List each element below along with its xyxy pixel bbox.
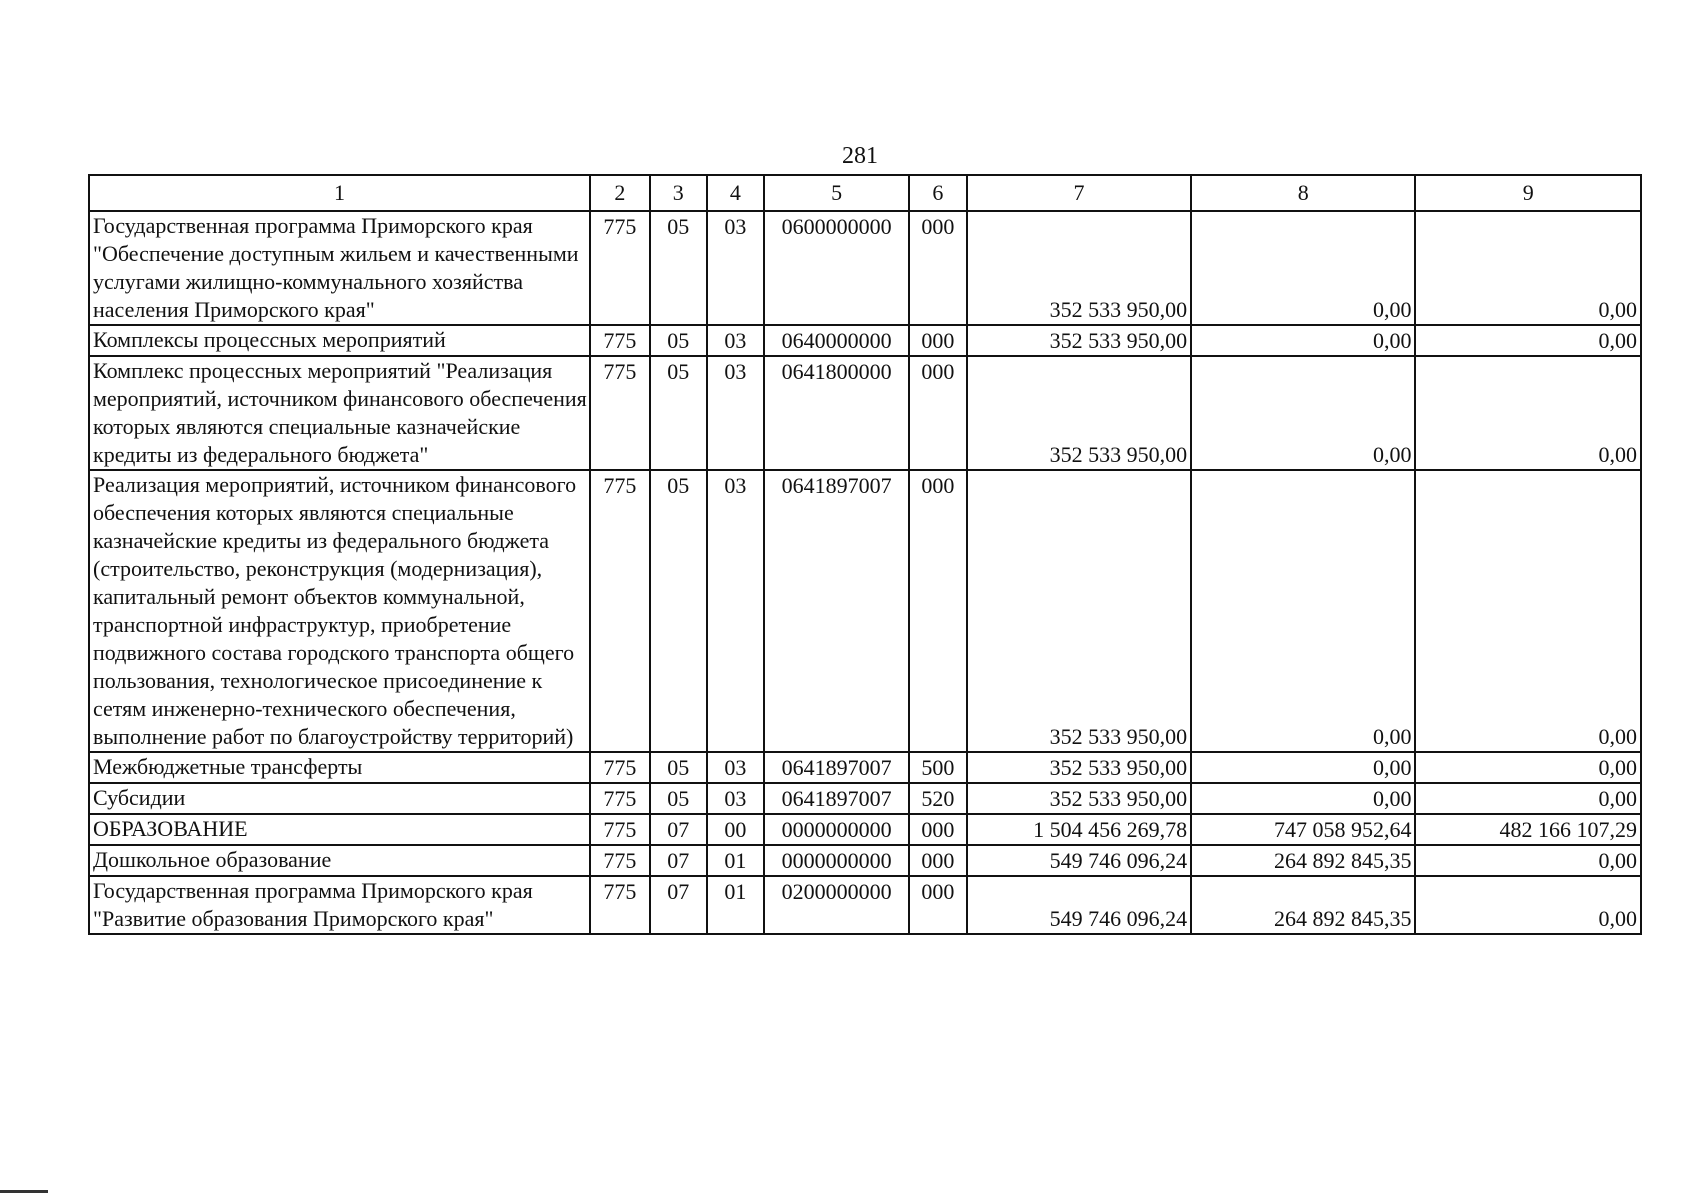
cell-code-3: 07 <box>650 876 707 934</box>
cell-amount-7: 549 746 096,24 <box>967 845 1191 876</box>
table-row <box>89 752 1641 783</box>
table-header-row <box>89 175 1641 211</box>
cell-code-2: 775 <box>590 845 650 876</box>
cell-code-2: 775 <box>590 470 650 752</box>
table-row <box>89 814 1641 845</box>
cell-code-2: 775 <box>590 752 650 783</box>
cell-code-6: 000 <box>909 325 967 356</box>
cell-code-3: 05 <box>650 211 707 325</box>
column-header: 5 <box>764 175 909 211</box>
cell-code-5: 0641800000 <box>764 356 909 470</box>
cell-code-6: 500 <box>909 752 967 783</box>
column-header: 6 <box>909 175 967 211</box>
cell-code-2: 775 <box>590 356 650 470</box>
cell-code-2: 775 <box>590 325 650 356</box>
cell-amount-7: 352 533 950,00 <box>967 470 1191 752</box>
cell-code-3: 05 <box>650 783 707 814</box>
cell-code-4: 00 <box>707 814 765 845</box>
cell-code-5: 0640000000 <box>764 325 909 356</box>
cell-amount-8: 0,00 <box>1191 211 1415 325</box>
cell-amount-8: 0,00 <box>1191 325 1415 356</box>
cell-code-4: 03 <box>707 211 765 325</box>
cell-code-6: 000 <box>909 470 967 752</box>
cell-code-4: 03 <box>707 470 765 752</box>
cell-code-4: 03 <box>707 783 765 814</box>
cell-code-5: 0641897007 <box>764 752 909 783</box>
cell-code-4: 03 <box>707 325 765 356</box>
cell-amount-8: 264 892 845,35 <box>1191 845 1415 876</box>
cell-code-3: 05 <box>650 752 707 783</box>
row-name: Реализация мероприятий, источником финансового обеспечения которых являются специальные казначейские кредиты из федерального бюджета (строительство, реконструкция (модернизация), капитальный ремонт объектов коммунальной, транспортной инфраструктур, приобретение подвижного состава городского транспорта общего пользования, технологическое присоединение к сетям инженерно-технического обеспечения, выполнение работ по благоустройству территорий) <box>89 470 590 752</box>
table-row <box>89 845 1641 876</box>
cell-amount-9: 0,00 <box>1415 845 1641 876</box>
row-name: Комплекс процессных мероприятий "Реализация мероприятий, источником финансового обеспечения которых являются специальные казначейские кредиты из федерального бюджета" <box>89 356 590 470</box>
cell-code-2: 775 <box>590 211 650 325</box>
cell-amount-8: 0,00 <box>1191 470 1415 752</box>
column-header: 8 <box>1191 175 1415 211</box>
cell-code-3: 05 <box>650 325 707 356</box>
row-name: Дошкольное образование <box>89 845 590 876</box>
cell-amount-8: 747 058 952,64 <box>1191 814 1415 845</box>
cell-code-6: 000 <box>909 814 967 845</box>
cell-code-6: 000 <box>909 876 967 934</box>
cell-amount-9: 482 166 107,29 <box>1415 814 1641 845</box>
cell-amount-9: 0,00 <box>1415 211 1641 325</box>
cell-code-2: 775 <box>590 814 650 845</box>
cell-code-5: 0200000000 <box>764 876 909 934</box>
table-row <box>89 470 1641 752</box>
table-row <box>89 211 1641 325</box>
cell-amount-7: 352 533 950,00 <box>967 325 1191 356</box>
row-name: Государственная программа Приморского края "Обеспечение доступным жильем и качественными услугами жилищно-коммунального хозяйства населения Приморского края" <box>89 211 590 325</box>
column-header: 7 <box>967 175 1191 211</box>
cell-code-6: 000 <box>909 211 967 325</box>
table-row <box>89 783 1641 814</box>
cell-code-5: 0641897007 <box>764 783 909 814</box>
cell-code-4: 01 <box>707 876 765 934</box>
cell-amount-8: 0,00 <box>1191 356 1415 470</box>
cell-code-6: 520 <box>909 783 967 814</box>
cell-code-5: 0641897007 <box>764 470 909 752</box>
column-header: 2 <box>590 175 650 211</box>
row-name: Межбюджетные трансферты <box>89 752 590 783</box>
cell-code-3: 07 <box>650 814 707 845</box>
cell-code-4: 03 <box>707 752 765 783</box>
page-number: 281 <box>842 143 878 169</box>
cell-code-3: 05 <box>650 356 707 470</box>
row-name: ОБРАЗОВАНИЕ <box>89 814 590 845</box>
row-name: Субсидии <box>89 783 590 814</box>
column-header: 9 <box>1415 175 1641 211</box>
column-header: 1 <box>89 175 590 211</box>
cell-code-2: 775 <box>590 876 650 934</box>
table-row <box>89 325 1641 356</box>
cell-amount-9: 0,00 <box>1415 752 1641 783</box>
column-header: 3 <box>650 175 707 211</box>
scan-edge-mark <box>0 1190 48 1193</box>
cell-amount-9: 0,00 <box>1415 876 1641 934</box>
cell-code-4: 01 <box>707 845 765 876</box>
column-header: 4 <box>707 175 765 211</box>
cell-code-6: 000 <box>909 845 967 876</box>
cell-amount-7: 352 533 950,00 <box>967 752 1191 783</box>
cell-amount-9: 0,00 <box>1415 325 1641 356</box>
cell-code-6: 000 <box>909 356 967 470</box>
cell-amount-7: 352 533 950,00 <box>967 356 1191 470</box>
cell-code-5: 0000000000 <box>764 845 909 876</box>
cell-amount-9: 0,00 <box>1415 470 1641 752</box>
cell-code-5: 0600000000 <box>764 211 909 325</box>
cell-amount-9: 0,00 <box>1415 783 1641 814</box>
cell-amount-8: 264 892 845,35 <box>1191 876 1415 934</box>
cell-amount-8: 0,00 <box>1191 752 1415 783</box>
cell-amount-9: 0,00 <box>1415 356 1641 470</box>
cell-code-4: 03 <box>707 356 765 470</box>
cell-code-5: 0000000000 <box>764 814 909 845</box>
cell-amount-7: 1 504 456 269,78 <box>967 814 1191 845</box>
table-row <box>89 876 1641 934</box>
cell-amount-8: 0,00 <box>1191 783 1415 814</box>
cell-amount-7: 352 533 950,00 <box>967 211 1191 325</box>
cell-amount-7: 549 746 096,24 <box>967 876 1191 934</box>
row-name: Комплексы процессных мероприятий <box>89 325 590 356</box>
cell-code-3: 05 <box>650 470 707 752</box>
row-name: Государственная программа Приморского края "Развитие образования Приморского края" <box>89 876 590 934</box>
cell-code-3: 07 <box>650 845 707 876</box>
cell-code-2: 775 <box>590 783 650 814</box>
cell-amount-7: 352 533 950,00 <box>967 783 1191 814</box>
budget-table <box>88 174 1642 935</box>
table-row <box>89 356 1641 470</box>
